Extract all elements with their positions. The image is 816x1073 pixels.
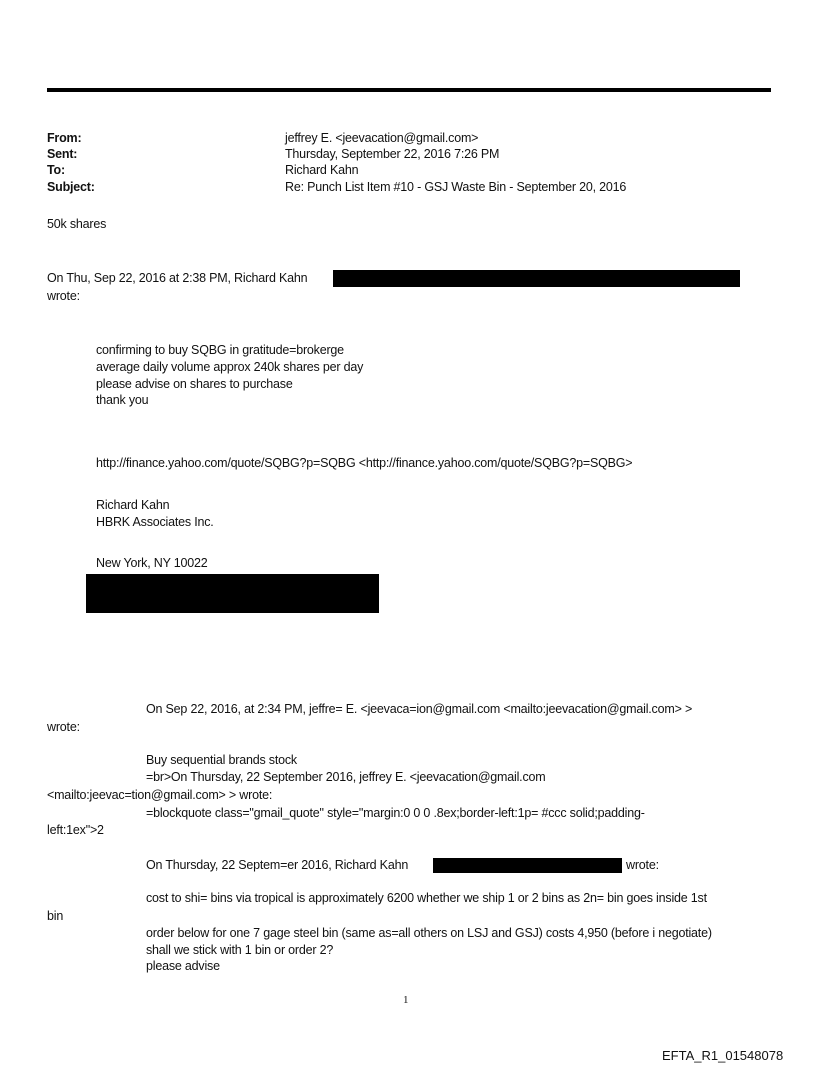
quote2-wrote: wrote:	[47, 720, 80, 734]
signature-address: New York, NY 10022	[96, 556, 208, 570]
from-value: jeffrey E. <jeevacation@gmail.com>	[285, 131, 479, 145]
document-id: EFTA_R1_01548078	[662, 1048, 784, 1063]
redaction-block	[86, 574, 379, 613]
quote3-line: order below for one 7 gage steel bin (same as=all others on LSJ and GSJ) costs 4,950 (before i negotiate)	[146, 926, 712, 940]
sent-value: Thursday, September 22, 2016 7:26 PM	[285, 147, 500, 161]
reply-text: 50k shares	[47, 217, 107, 231]
quote1-line: please advise on shares to purchase	[96, 377, 293, 391]
quote1-wrote: wrote:	[47, 289, 80, 303]
quote3-line: please advise	[146, 959, 220, 973]
from-label: From:	[47, 131, 82, 145]
quote3-intro: On Thursday, 22 Septem=er 2016, Richard Kahn	[146, 858, 409, 872]
page-number: 1	[403, 994, 409, 1006]
quote2-intro: On Sep 22, 2016, at 2:34 PM, jeffre= E. <jeevaca=ion@gmail.com <mailto:jeevacation@gmail.com> >	[146, 702, 693, 716]
quote2-line: =blockquote class="gmail_quote" style="margin:0 0 0 .8ex;border-left:1p= #ccc solid;padding-	[146, 806, 645, 820]
signature-company: HBRK Associates Inc.	[96, 515, 214, 529]
quote3-wrote: wrote:	[626, 858, 659, 872]
header-rule	[47, 88, 771, 92]
to-label: To:	[47, 163, 65, 177]
subject-label: Subject:	[47, 180, 95, 194]
quote3-line: bin	[47, 909, 64, 923]
quote2-line: left:1ex">2	[47, 823, 104, 837]
redaction-bar	[433, 858, 622, 873]
quote3-line: shall we stick with 1 bin or order 2?	[146, 943, 334, 957]
quote1-intro: On Thu, Sep 22, 2016 at 2:38 PM, Richard Kahn	[47, 271, 308, 285]
to-value: Richard Kahn	[285, 163, 359, 177]
quote1-line: confirming to buy SQBG in gratitude=brokerge	[96, 343, 344, 357]
signature-name: Richard Kahn	[96, 498, 170, 512]
quote2-line: <mailto:jeevac=tion@gmail.com> > wrote:	[47, 788, 273, 802]
quote1-line: average daily volume approx 240k shares per day	[96, 360, 364, 374]
quote2-line: Buy sequential brands stock	[146, 753, 297, 767]
subject-value: Re: Punch List Item #10 - GSJ Waste Bin - September 20, 2016	[285, 180, 627, 194]
sent-label: Sent:	[47, 147, 78, 161]
redaction-bar	[333, 270, 740, 287]
quote2-line: =br>On Thursday, 22 September 2016, jeffrey E. <jeevacation@gmail.com	[146, 770, 546, 784]
yahoo-url[interactable]: http://finance.yahoo.com/quote/SQBG?p=SQBG <http://finance.yahoo.com/quote/SQBG?p=SQBG>	[96, 456, 633, 470]
quote1-line: thank you	[96, 393, 149, 407]
quote3-line: cost to shi= bins via tropical is approximately 6200 whether we ship 1 or 2 bins as 2n= bin goes inside 1st	[146, 891, 707, 905]
